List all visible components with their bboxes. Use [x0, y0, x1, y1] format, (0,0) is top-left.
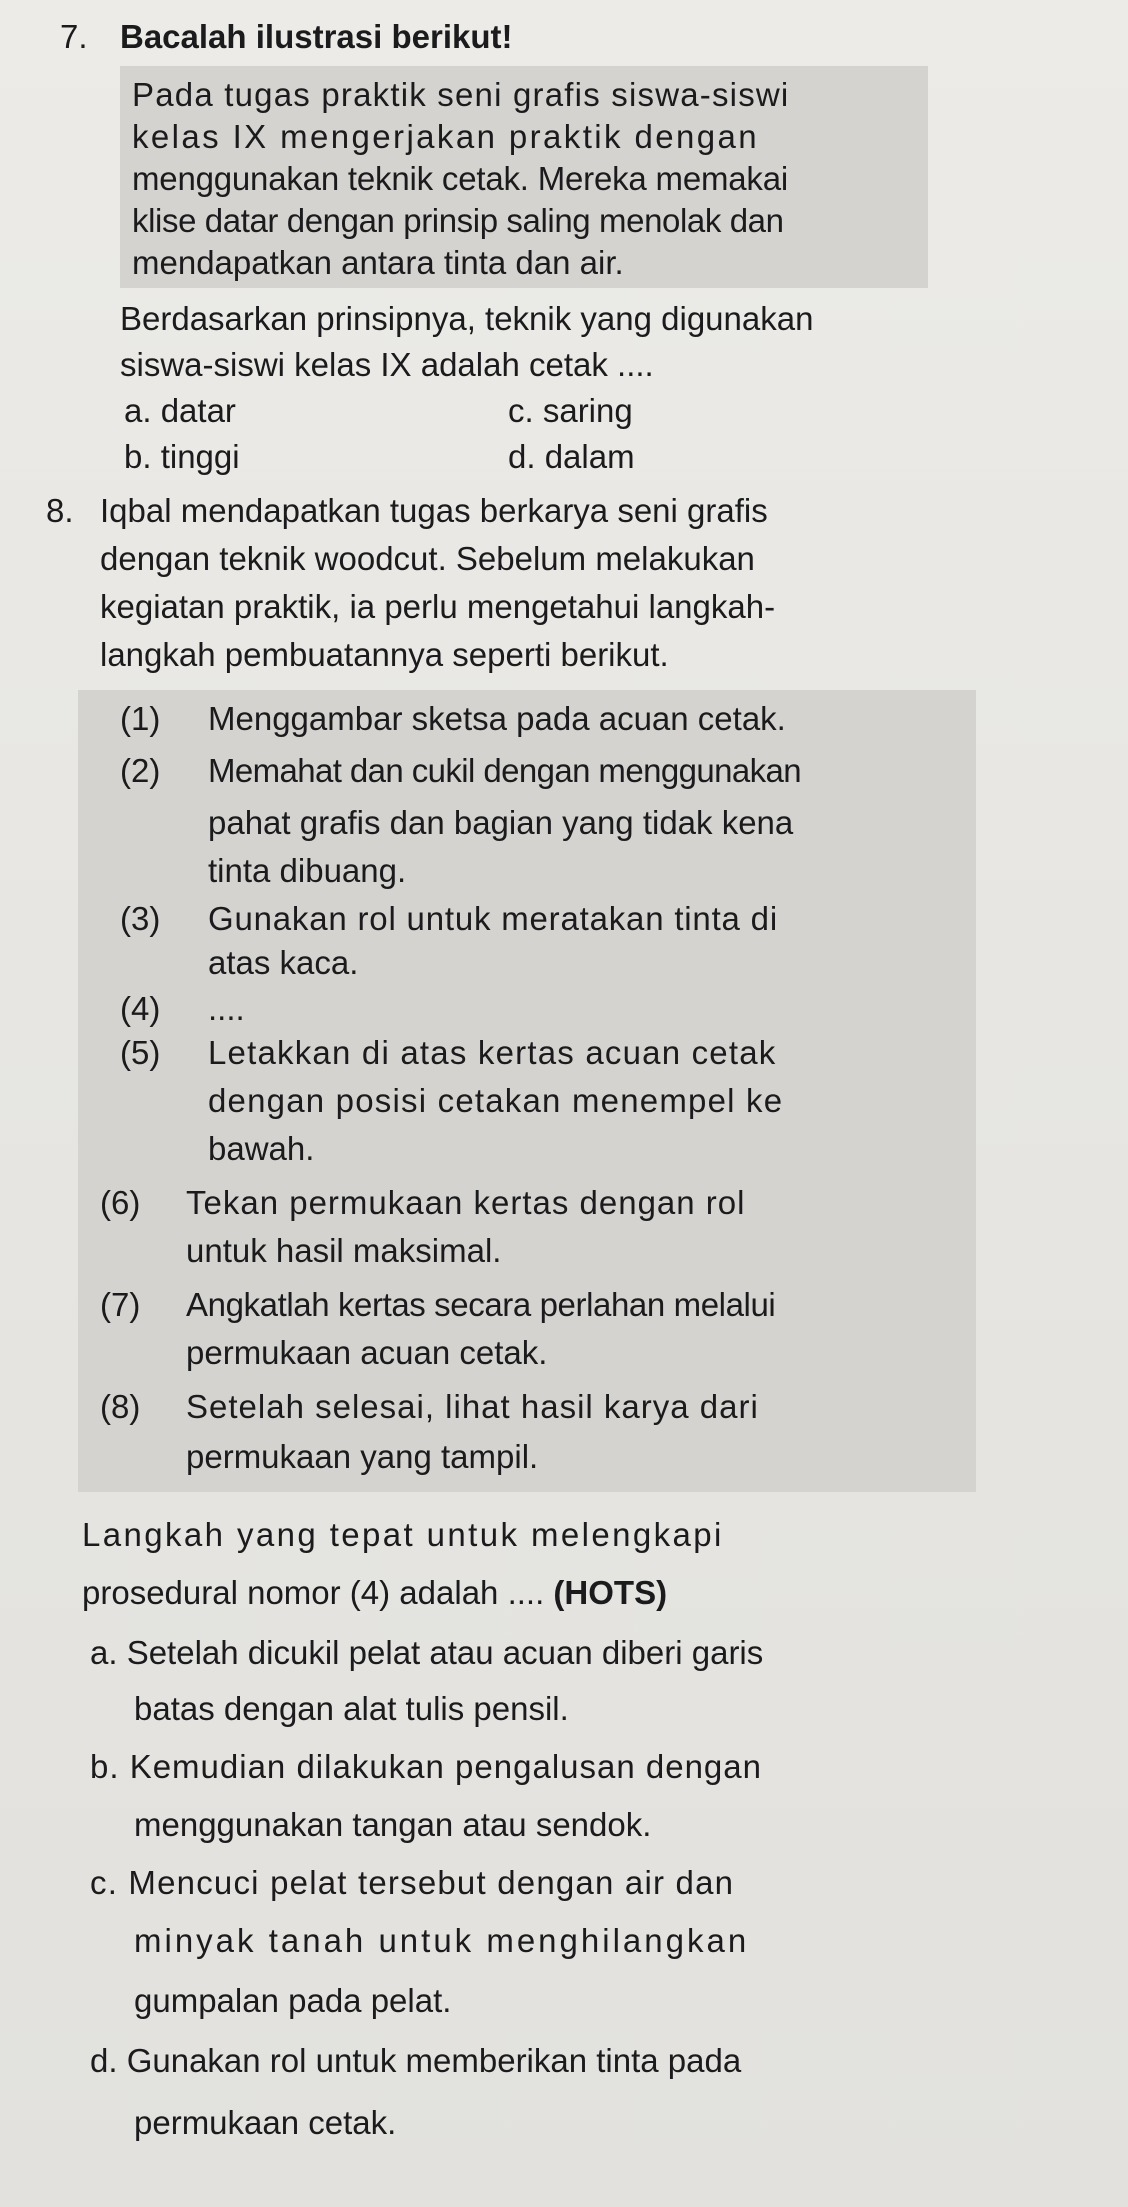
step-text: Gunakan rol untuk meratakan tinta di [208, 900, 778, 937]
step-text: untuk hasil maksimal. [186, 1232, 502, 1269]
step-text: permukaan acuan cetak. [186, 1334, 548, 1371]
option-a[interactable]: a. datar [124, 392, 236, 429]
step-text: Setelah selesai, lihat hasil karya dari [186, 1388, 759, 1425]
step-number: (5) [120, 1034, 161, 1071]
option-text: permukaan cetak. [134, 2104, 397, 2141]
question-number: 8. [46, 492, 74, 529]
step-text: pahat grafis dan bagian yang tidak kena [208, 804, 794, 841]
box-line: kelas IX mengerjakan praktik dengan [132, 118, 759, 155]
question-number: 7. [60, 18, 88, 55]
box-line: klise datar dengan prinsip saling menolak dan [132, 202, 784, 239]
step-number: (2) [120, 752, 161, 789]
option-text: gumpalan pada pelat. [134, 1982, 452, 2019]
step-text: Angkatlah kertas secara perlahan melalui [186, 1286, 776, 1323]
intro-line: kegiatan praktik, ia perlu mengetahui langkah- [100, 588, 776, 625]
step-text: Memahat dan cukil dengan menggunakan [208, 752, 801, 789]
step-text: Menggambar sketsa pada acuan cetak. [208, 700, 786, 737]
question-text [82, 1574, 667, 1612]
option-d[interactable]: d. dalam [508, 438, 635, 475]
step-text: bawah. [208, 1130, 315, 1167]
option-text: b. Kemudian dilakukan pengalusan dengan [90, 1748, 762, 1785]
question-text-part: prosedural nomor (4) adalah .... [82, 1574, 545, 1611]
intro-line: langkah pembuatannya seperti berikut. [100, 636, 669, 673]
option-text: minyak tanah untuk menghilangkan [134, 1922, 750, 1959]
step-number: (4) [120, 990, 161, 1027]
step-text: tinta dibuang. [208, 852, 407, 889]
intro-line: dengan teknik woodcut. Sebelum melakukan [100, 540, 755, 577]
step-number: (1) [120, 700, 161, 737]
option-text: batas dengan alat tulis pensil. [134, 1690, 569, 1727]
option-text: menggunakan tangan atau sendok. [134, 1806, 652, 1843]
step-number: (8) [100, 1388, 141, 1425]
step-number: (3) [120, 900, 161, 937]
option-text: c. Mencuci pelat tersebut dengan air dan [90, 1864, 735, 1901]
option-b[interactable]: b. tinggi [124, 438, 240, 475]
box-line: menggunakan teknik cetak. Mereka memakai [132, 160, 788, 197]
instruction: Bacalah ilustrasi berikut! [120, 18, 513, 55]
step-text: Tekan permukaan kertas dengan rol [186, 1184, 746, 1221]
question-text: siswa-siswi kelas IX adalah cetak .... [120, 346, 654, 383]
option-text: d. Gunakan rol untuk memberikan tinta pada [90, 2042, 742, 2079]
step-text: atas kaca. [208, 944, 359, 981]
question-text: Langkah yang tepat untuk melengkapi [82, 1516, 724, 1553]
step-text: dengan posisi cetakan menempel ke [208, 1082, 784, 1119]
option-c[interactable]: c. saring [508, 392, 633, 429]
box-line: Pada tugas praktik seni grafis siswa-siswi [132, 76, 790, 113]
hots-label: (HOTS) [553, 1574, 668, 1611]
step-text: Letakkan di atas kertas acuan cetak [208, 1034, 777, 1071]
question-text: Berdasarkan prinsipnya, teknik yang digunakan [120, 300, 814, 337]
option-text: a. Setelah dicukil pelat atau acuan diberi garis [90, 1634, 764, 1671]
step-text: .... [208, 990, 245, 1027]
step-text: permukaan yang tampil. [186, 1438, 539, 1475]
step-number: (7) [100, 1286, 141, 1323]
step-number: (6) [100, 1184, 141, 1221]
intro-line: Iqbal mendapatkan tugas berkarya seni grafis [100, 492, 768, 529]
box-line: mendapatkan antara tinta dan air. [132, 244, 624, 281]
